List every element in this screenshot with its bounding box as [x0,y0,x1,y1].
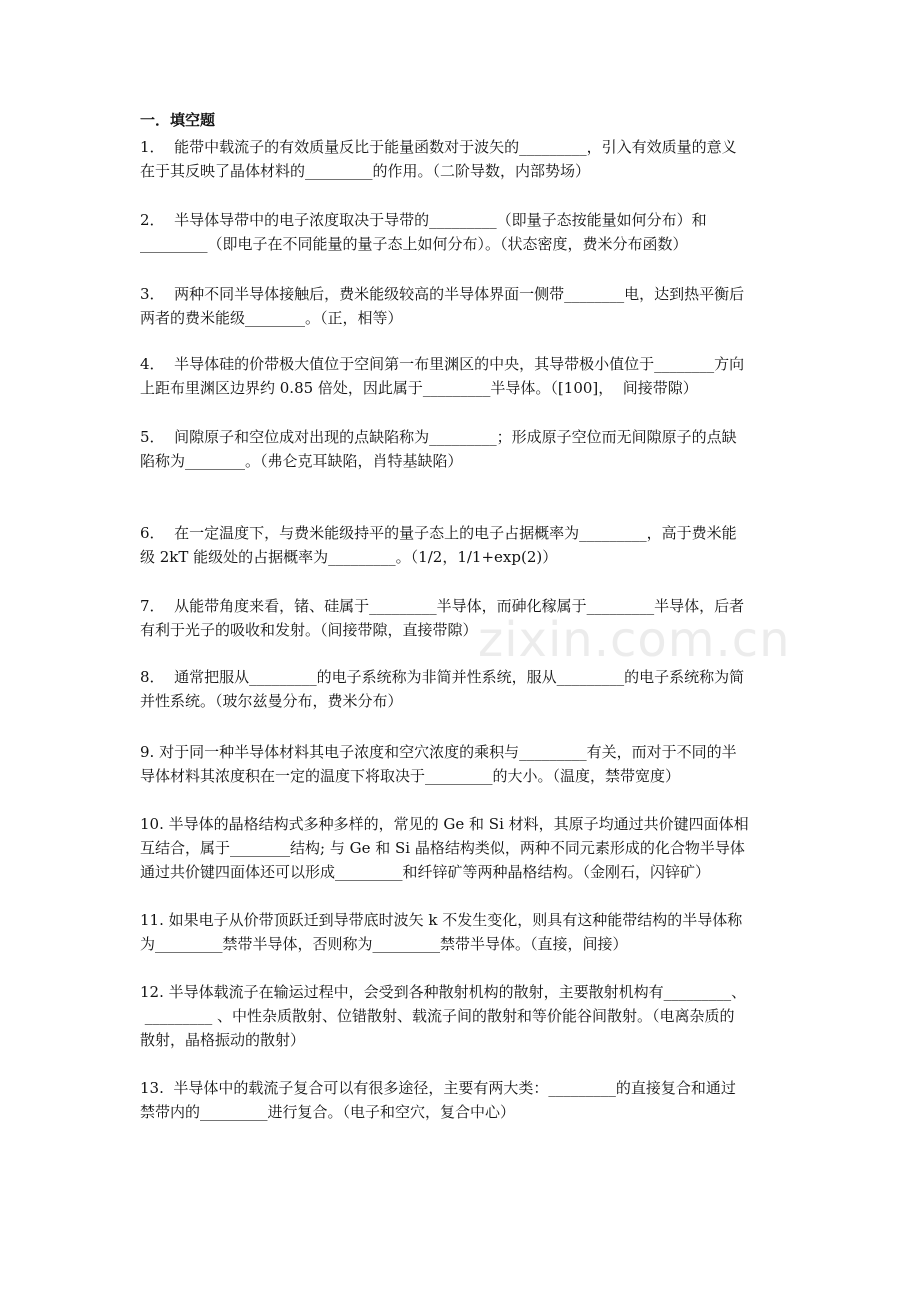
question-line: 7． 从能带角度来看，锗、硅属于_________半导体，而砷化稼属于_________半导体，后者 [140,597,745,615]
question-line: 为_________禁带半导体，否则称为_________禁带半导体。（直接，间接） [140,935,628,953]
question-line: _________（即电子在不同能量的量子态上如何分布）。（状态密度，费米分布函数） [140,235,688,253]
question-line: 6． 在一定温度下，与费米能级持平的量子态上的电子占据概率为_________，高于费米能 [140,524,737,542]
question-4 [140,352,790,400]
question-line: 2． 半导体导带中的电子浓度取决于导带的_________（即量子态按能量如何分布）和 [140,211,707,229]
question-line: 上距布里渊区边界约 0.85 倍处，因此属于_________半导体。（[100]， 间接带隙） [140,379,698,397]
question-line: 导体材料其浓度积在一定的温度下将取决于_________的大小。（温度，禁带宽度） [140,767,681,785]
question-line: 11. 如果电子从价带顶跃迁到导带底时波矢 k 不发生变化，则具有这种能带结构的半导体称 [140,911,743,929]
question-line: 4． 半导体硅的价带极大值位于空间第一布里渊区的中央，其导带极小值位于________方向 [140,355,745,373]
question-line: 5． 间隙原子和空位成对出现的点缺陷称为_________；形成原子空位而无间隙原子的点缺 [140,428,737,446]
question-12 [140,980,790,1052]
question-6 [140,521,790,569]
section-title: 一．填空题 [140,111,216,129]
question-line: 散射，晶格振动的散射） [140,1031,306,1049]
question-line: 级 2kT 能级处的占据概率为_________。（1/2，1/1+exp(2)） [140,548,558,566]
question-line: 禁带内的_________进行复合。（电子和空穴，复合中心） [140,1103,516,1121]
question-7 [140,594,790,642]
question-line: 10. 半导体的晶格结构式多种多样的，常见的 Ge 和 Si 材料，其原子均通过共价键四面体相 [140,815,749,833]
question-line: 两者的费米能级________。（正，相等） [140,309,403,327]
question-8 [140,665,790,713]
watermark: zixin.com.cn [478,612,791,668]
question-line: 通过共价键四面体还可以形成_________和纤锌矿等两种晶格结构。（金刚石，闪锌矿） [140,863,711,881]
question-line: 在于其反映了晶体材料的_________的作用。（二阶导数，内部势场） [140,162,591,180]
question-line: 3． 两种不同半导体接触后，费米能级较高的半导体界面一侧带________电，达到热平衡后 [140,285,745,303]
question-line: 1． 能带中载流子的有效质量反比于能量函数对于波矢的_________，引入有效质量的意义 [140,138,737,156]
question-line: 9. 对于同一种半导体材料其电子浓度和空穴浓度的乘积与_________有关，而对于不同的半 [140,743,737,761]
question-2 [140,208,790,256]
question-13 [140,1076,790,1124]
question-line: 12. 半导体载流子在输运过程中，会受到各种散射机构的散射，主要散射机构有_________、 [140,983,747,1001]
question-line: 互结合，属于________结构; 与 Ge 和 Si 晶格结构类似，两种不同元素形成的化合物半导体 [140,839,745,857]
question-line: _________ 、中性杂质散射、位错散射、载流子间的散射和等价能谷间散射。（电离杂质的 [140,1007,735,1025]
question-line: 陷称为________。（弗仑克耳缺陷，肖特基缺陷） [140,452,463,470]
question-11 [140,908,790,956]
question-5 [140,425,790,473]
question-line: 13. 半导体中的载流子复合可以有很多途径，主要有两大类：_________的直接复合和通过 [140,1079,736,1097]
question-line: 有利于光子的吸收和发射。（间接带隙，直接带隙） [140,621,478,639]
question-10 [140,812,790,884]
question-9 [140,740,790,788]
question-3 [140,282,790,330]
question-line: 并性系统。（玻尔兹曼分布，费米分布） [140,692,403,710]
question-line: 8． 通常把服从_________的电子系统称为非简并性系统，服从_________的电子系统称为简 [140,668,745,686]
question-1 [140,135,790,183]
